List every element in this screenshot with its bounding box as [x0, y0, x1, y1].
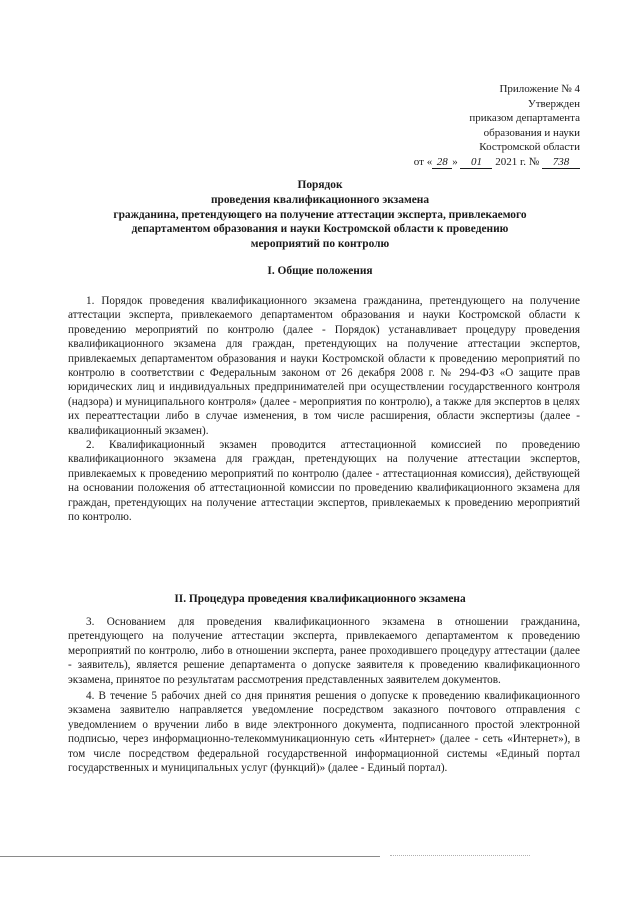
- title-line-1: Порядок: [297, 179, 343, 191]
- date-year: 2021 г. №: [492, 155, 542, 168]
- date-prefix: от «: [413, 155, 433, 168]
- order-of-department: приказом департамента: [469, 112, 580, 125]
- paragraph-3: 3. Основанием для проведения квалификационного экзамена в отношении гражданина, претендующего на получение аттестации эксперта, привлекаемого департаментом к проведению мероприятий по контролю, либо в отношении эксперта, ранее проходившего процедуру аттестации (далее - заявитель), является решение департамента о допуске заявителя к проведению квалификационного экзамена, принятое по результатам рассмотрения представленных заявителем документов.: [68, 616, 580, 686]
- title-line-3: гражданина, претендующего на получение аттестации эксперта, привлекаемого: [113, 208, 527, 221]
- section-1-body: [68, 294, 580, 525]
- approved-label: Утвержден: [527, 97, 580, 110]
- order-number: 738: [542, 156, 580, 169]
- document-title: [40, 178, 600, 252]
- paragraph-2: 2. Квалификационный экзамен проводится аттестационной комиссией по проведению квалификационного экзамена для граждан, претендующих на получение аттестации экспертов, привлекаемых к проведению мероприятий по контролю (далее - аттестационная комиссия), действующей на основании положения об аттестационной комиссии по проведению квалификационного экзамена для граждан, претендующих на получение аттестации экспертов, привлекаемых к проведению мероприятий по контролю.: [68, 439, 580, 524]
- section-2-body: [68, 615, 580, 775]
- education-and-science: образования и науки: [483, 126, 580, 139]
- title-line-4: департаментом образования и науки Костромской области к проведению: [131, 223, 509, 236]
- title-line-5: мероприятий по контролю: [250, 238, 390, 251]
- section-1-heading: I. Общие положения: [267, 265, 373, 277]
- paragraph-1: 1. Порядок проведения квалификационного экзамена гражданина, претендующего на получение аттестации эксперта, привлекаемого департаментом образования и науки Костромской области к проведению мероприятий по контролю (далее - Порядок) устанавливает процедуру проведения квалификационного экзамена для граждан, претендующих на получение аттестации экспертов, привлекаемых департаментом образования и науки Костромской области к проведению мероприятий по контролю в соответствии с Федеральным законом от 26 декабря 2008 г. № 294-ФЗ «О защите прав юридических лиц и индивидуальных предпринимателей при осуществлении государственного контроля (надзора) и муниципального контроля» (далее - мероприятия по контролю), а также для экспертов в целях их переаттестации либо в случае изменения, в том числе расширения, области экспертизы (далее - квалификационный экзамен).: [68, 295, 580, 437]
- date-mid: »: [452, 155, 461, 168]
- appendix-number: Приложение № 4: [499, 83, 580, 95]
- order-date-line: [380, 155, 580, 170]
- date-month: 01: [460, 156, 492, 169]
- title-line-2: проведения квалификационного экзамена: [210, 193, 430, 206]
- paragraph-4: 4. В течение 5 рабочих дней со дня принятия решения о допуске к проведению квалификационного экзамена заявителю направляется уведомление посредством заказного почтового отправления с уведомлением о вручении либо в виде электронного документа, подписанного простой электронной подписью, через информационно-телекоммуникационную сеть «Интернет» (далее - сеть «Интернет»), в том числе посредством федеральной государственной информационной системы «Единый портал государственных и муниципальных услуг (функций)» (далее - Единый портал).: [68, 690, 580, 775]
- section-2-heading: II. Процедура проведения квалификационного экзамена: [174, 593, 466, 605]
- approval-stamp-block: [380, 82, 580, 170]
- scan-artifact-dots: [390, 855, 530, 856]
- date-day: 28: [432, 156, 452, 169]
- scan-artifact-line: [0, 856, 380, 857]
- region-name: Костромской области: [479, 141, 580, 154]
